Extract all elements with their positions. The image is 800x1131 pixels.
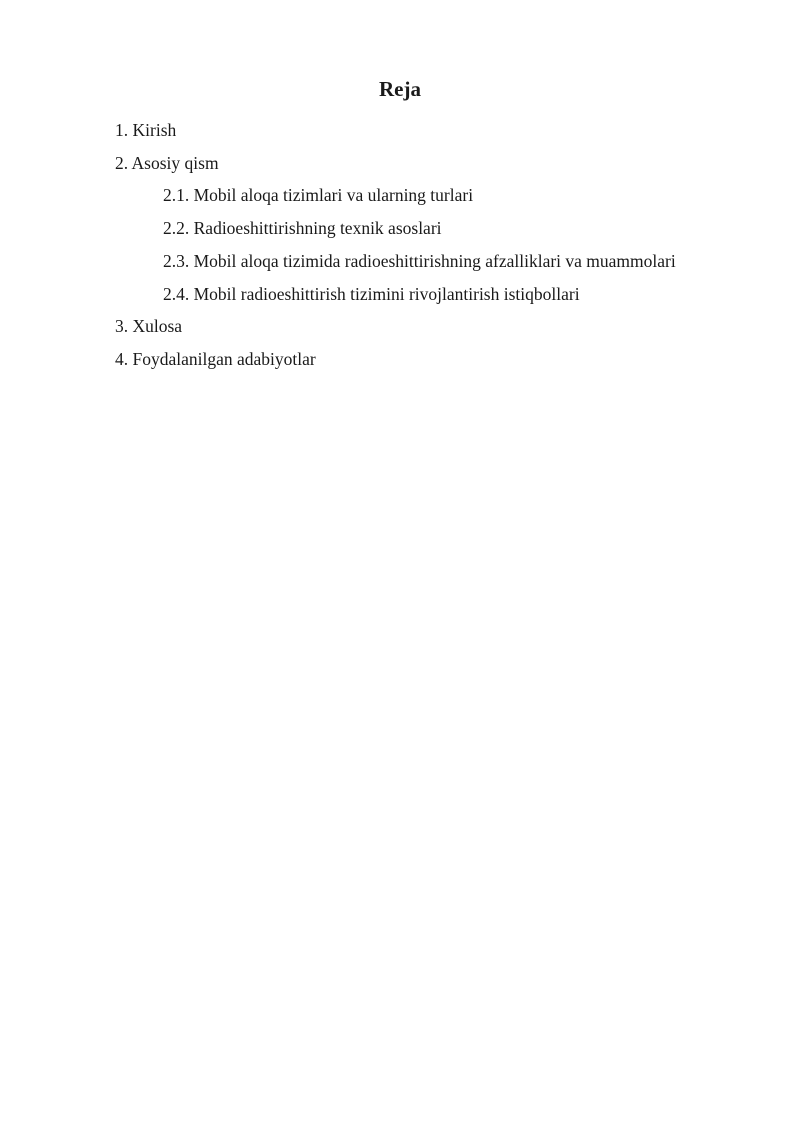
page-title: Reja [379,77,421,101]
toc-item-adabiyotlar: 4. Foydalanilgan adabiyotlar [115,348,316,369]
toc-subitem-rivojlantirish-istiqbollari: 2.4. Mobil radioeshittirish tizimini rivojlantirish istiqbollari [163,283,580,304]
toc-item-kirish: 1. Kirish [115,120,177,140]
toc-subitem-afzalliklari-va-muammolari: 2.3. Mobil aloqa tizimida radioeshittirishning afzalliklari va muammolari [163,250,676,271]
toc-item-xulosa: 3. Xulosa [115,316,183,337]
toc-subitem-mobil-aloqa-tizimlari: 2.1. Mobil aloqa tizimlari va ularning turlari [163,185,474,206]
toc-item-asosiy-qism: 2. Asosiy qism [115,152,219,173]
table-of-contents [115,114,676,376]
toc-subitem-radioeshittirish-texnik-asoslari: 2.2. Radioeshittirishning texnik asoslari [163,218,442,239]
